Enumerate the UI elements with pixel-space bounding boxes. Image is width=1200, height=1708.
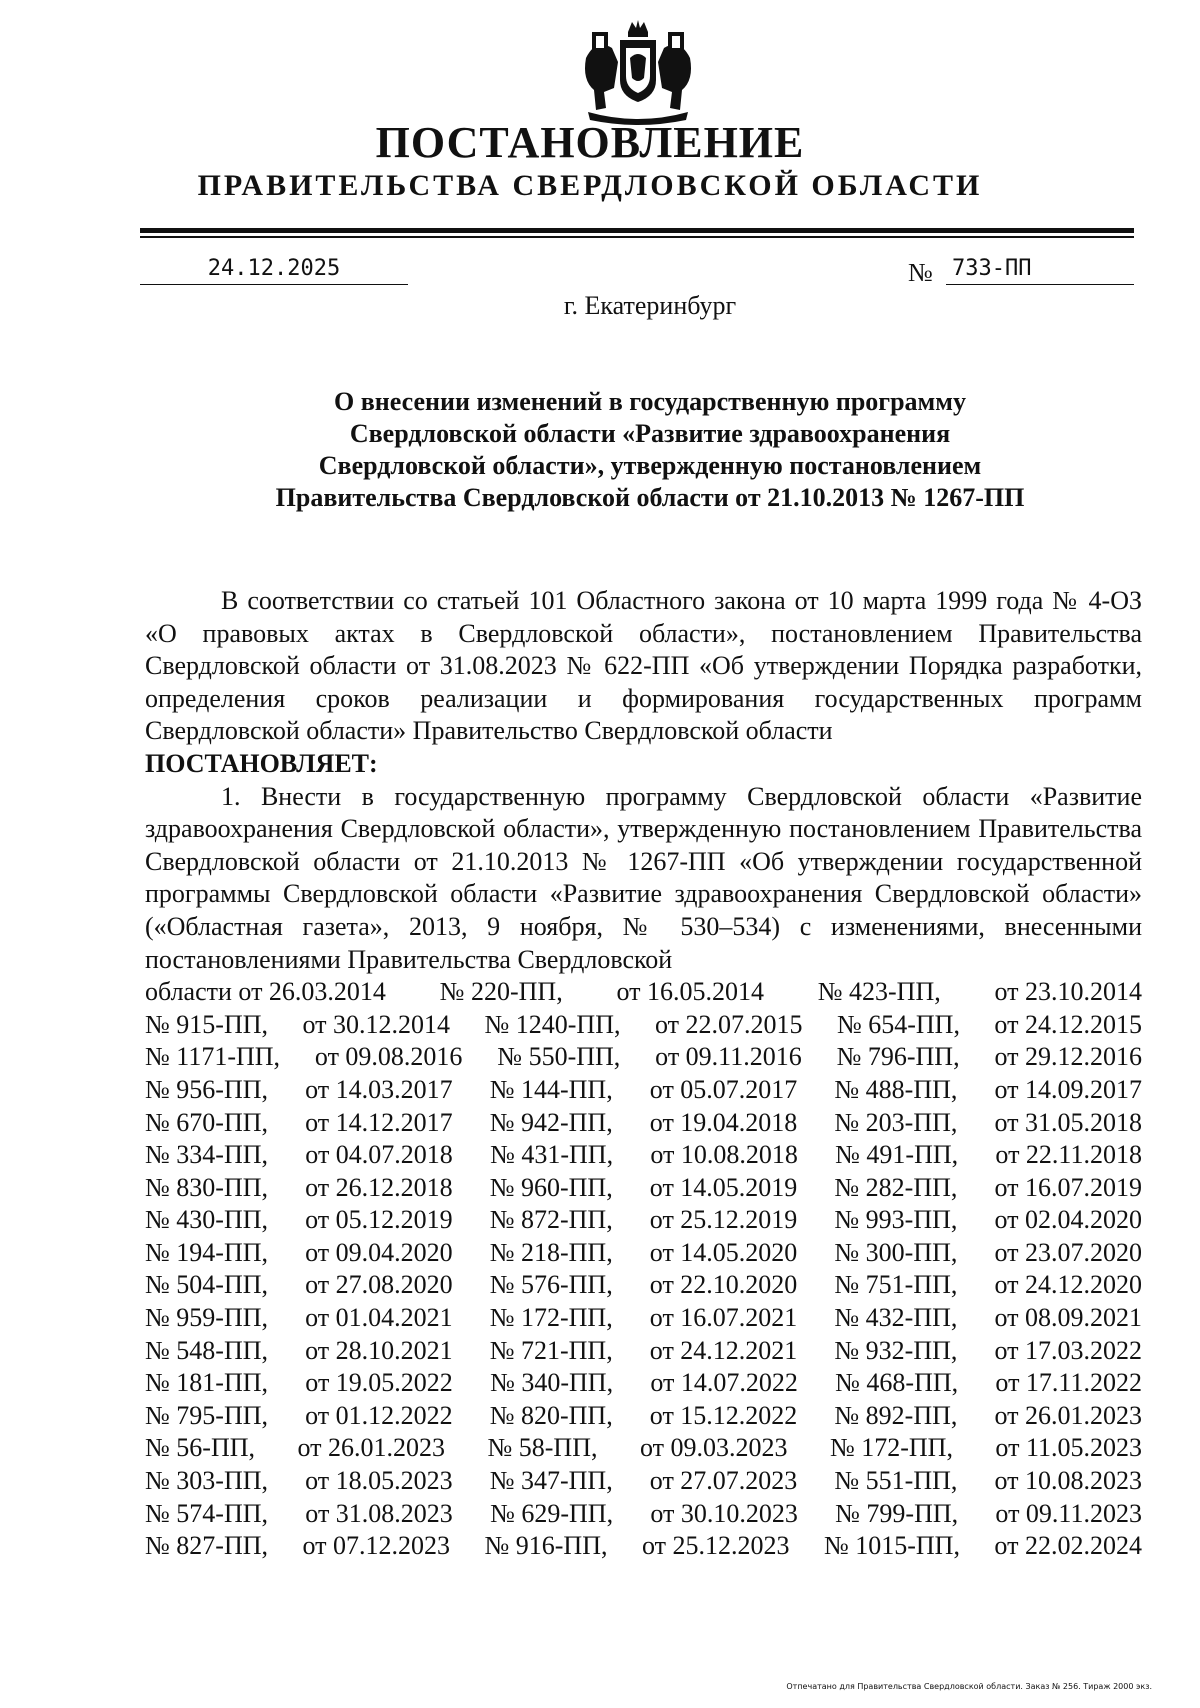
amendment-cell: от 26.01.2023 [297,1433,446,1463]
amendment-cell: от 14.03.2017 [305,1074,453,1104]
amendment-cell: № 956-ПП, [145,1074,269,1104]
amendment-cell: от 07.12.2023 [302,1531,451,1561]
amendment-cell: № 932-ПП, [834,1335,958,1365]
amendment-cell: от 26.12.2018 [305,1172,453,1202]
amendment-cell: от 16.07.2021 [649,1303,798,1333]
amendment-cell: от 30.10.2023 [650,1498,798,1528]
amendment-cell: № 282-ПП, [834,1172,958,1202]
amendment-row [145,1107,1142,1140]
amendment-cell: № 993-ПП, [834,1205,958,1235]
coat-of-arms-icon [568,18,708,126]
amendment-cell: № 220-ПП, [439,977,563,1007]
amendment-row [145,1237,1142,1270]
amendment-cell: № 1015-ПП, [823,1531,960,1561]
amendment-cell: от 09.11.2016 [655,1042,802,1072]
amendment-cell: от 22.10.2020 [649,1270,798,1300]
amendment-cell: № 347-ПП, [489,1466,613,1496]
amendment-cell: от 24.12.2020 [994,1270,1142,1300]
document-body [145,585,1142,1563]
city: г. Екатеринбург [563,291,737,320]
amendment-cell: № 892-ПП, [834,1400,958,1430]
amendment-cell: № 751-ПП, [834,1270,958,1300]
issuer-title: ПРАВИТЕЛЬСТВА СВЕРДЛОВСКОЙ ОБЛАСТИ [197,169,983,202]
amendment-row [145,1530,1142,1563]
header-divider-thick [140,228,1134,233]
amendment-cell: № 488-ПП, [834,1074,958,1104]
amendment-cell: от 28.10.2021 [305,1335,453,1365]
amendment-cell: № 504-ПП, [145,1270,269,1300]
amendment-cell: от 19.04.2018 [649,1107,798,1137]
amendment-cell: от 16.07.2019 [994,1172,1142,1202]
amendment-cell: № 303-ПП, [145,1466,269,1496]
amendment-cell: от 09.08.2016 [314,1042,463,1072]
amendment-row [145,1335,1142,1368]
amendment-cell: № 799-ПП, [835,1498,959,1528]
amendment-row [145,1302,1142,1335]
amendment-cell: от 04.07.2018 [305,1140,453,1170]
amendment-cell: № 340-ПП, [490,1368,614,1398]
amendment-cell: от 01.12.2022 [305,1400,453,1430]
amendment-cell: от 31.05.2018 [994,1107,1142,1137]
amendment-cell: от 10.08.2023 [994,1466,1142,1496]
amendment-cell: от 02.04.2020 [994,1205,1142,1235]
heading-line: Свердловской области «Развитие здравоохранения [349,419,951,448]
amendment-cell: № 827-ПП, [145,1531,269,1561]
print-footer-note: Отпечатано для Правительства Свердловской области. Заказ № 256. Тираж 2000 экз. [786,1682,1152,1691]
amendment-cell: № 830-ПП, [145,1172,269,1202]
amendment-cell: № 56-ПП, [145,1433,256,1463]
amendment-cell: № 548-ПП, [145,1335,269,1365]
amendment-cell: от 14.07.2022 [650,1368,798,1398]
document-date: 24.12.2025 [140,254,408,285]
amendment-cell: от 17.11.2022 [995,1368,1142,1398]
document-type-title: ПОСТАНОВЛЕНИЕ [375,118,805,167]
heading-line: О внесении изменений в государственную программу [334,387,966,416]
amendment-cell: № 820-ПП, [489,1400,613,1430]
amendment-cell: № 550-ПП, [497,1042,621,1072]
preamble-paragraph: В соответствии со статьей 101 Областного закона от 10 марта 1999 года № 4-ОЗ «О правовых актах в Свердловской области», постановлением Правительства Свердловской области от 31.08.2023 № 622-ПП «Об утверждении Порядка разработки, определения сроков реализации и формирования государственных программ Свердловской области» Правительство Свердловской области [145,586,1142,746]
amendment-row [145,1204,1142,1237]
amendment-cell: № 916-ПП, [484,1531,608,1561]
amendment-cell: № 431-ПП, [490,1140,614,1170]
amendment-cell: от 18.05.2023 [305,1466,453,1496]
amendment-cell: № 432-ПП, [834,1303,958,1333]
amendment-cell: от 27.07.2023 [649,1466,798,1496]
resolves-heading: ПОСТАНОВЛЯЕТ: [145,748,378,778]
amendment-cell: № 942-ПП, [489,1107,613,1137]
amendment-cell: от 22.11.2018 [995,1140,1142,1170]
amendment-cell: области от 26.03.2014 [145,977,386,1007]
amendment-cell: от 05.12.2019 [305,1205,453,1235]
amendment-cell: № 576-ПП, [489,1270,613,1300]
amendment-cell: от 29.12.2016 [994,1042,1142,1072]
amendment-cell: № 574-ПП, [145,1498,269,1528]
amendment-cell: № 796-ПП, [836,1042,960,1072]
amendment-cell: от 14.12.2017 [305,1107,453,1137]
amendment-row [145,1400,1142,1433]
amendment-cell: № 430-ПП, [145,1205,269,1235]
amendment-cell: от 15.12.2022 [649,1400,798,1430]
amendment-row [145,1139,1142,1172]
item-1-paragraph: 1. Внести в государственную программу Свердловской области «Развитие здравоохранения Свердловской области», утвержденную постановлением Правительства Свердловской области от 21.10.2013 № 1267-ПП «Об утверждении государственной программы Свердловской области «Развитие здравоохранения Свердловской области» («Областная газета», 2013, 9 ноября, № 530–534) с изменениями, внесенными постановлениями Правительства Свердловской [145,781,1142,974]
amendment-cell: от 23.10.2014 [994,977,1142,1007]
amendment-cell: от 24.12.2015 [994,1009,1142,1039]
amendment-cell: от 11.05.2023 [995,1433,1142,1463]
amendment-cell: № 203-ПП, [834,1107,958,1137]
amendment-cell: от 09.03.2023 [639,1433,788,1463]
amendment-row [145,1367,1142,1400]
amendment-row [145,1498,1142,1531]
amendment-cell: № 144-ПП, [489,1074,613,1104]
amendment-cell: от 14.05.2020 [649,1237,798,1267]
amendment-cell: от 09.04.2020 [305,1237,453,1267]
amendment-cell: № 218-ПП, [489,1237,613,1267]
amendment-cell: № 960-ПП, [489,1172,613,1202]
amendment-cell: № 172-ПП, [829,1433,953,1463]
amendment-cell: № 300-ПП, [834,1237,958,1267]
amendment-cell: от 27.08.2020 [305,1270,453,1300]
amendment-cell: № 58-ПП, [487,1433,598,1463]
amendment-cell: № 959-ПП, [145,1303,269,1333]
amendment-cell: № 872-ПП, [489,1205,613,1235]
amendment-cell: № 629-ПП, [490,1498,614,1528]
amendment-row [145,976,1142,1009]
amendment-cell: № 181-ПП, [145,1368,269,1398]
amendment-row [145,1041,1142,1074]
amendment-cell: № 1171-ПП, [145,1042,281,1072]
amendment-cell: от 01.04.2021 [305,1303,453,1333]
amendment-cell: № 551-ПП, [834,1466,958,1496]
amendment-cell: № 1240-ПП, [484,1009,621,1039]
document-number: 733-ПП [946,254,1134,285]
amendment-cell: от 05.07.2017 [649,1074,798,1104]
amendment-cell: от 19.05.2022 [305,1368,453,1398]
amendment-row [145,1465,1142,1498]
amendment-cell: от 08.09.2021 [994,1303,1142,1333]
amendment-cell: от 14.09.2017 [994,1074,1142,1104]
amendment-cell: от 09.11.2023 [995,1498,1142,1528]
amendment-row [145,1009,1142,1042]
amendment-cell: от 16.05.2014 [616,977,764,1007]
amendment-cell: от 24.12.2021 [649,1335,798,1365]
amendment-cell: от 14.05.2019 [649,1172,798,1202]
amendment-cell: от 25.12.2019 [649,1205,798,1235]
amendment-cell: № 468-ПП, [835,1368,959,1398]
amendment-row [145,1432,1142,1465]
heading-line: Правительства Свердловской области от 21.10.2013 № 1267-ПП [275,483,1025,512]
amendment-cell: от 26.01.2023 [994,1400,1142,1430]
amendment-cell: от 25.12.2023 [641,1531,790,1561]
amendment-cell: от 23.07.2020 [994,1237,1142,1267]
amendment-cell: от 22.02.2024 [994,1531,1142,1561]
amendment-cell: № 670-ПП, [145,1107,269,1137]
amendment-cell: № 194-ПП, [145,1237,269,1267]
amendment-cell: № 172-ПП, [489,1303,613,1333]
amendment-cell: № 915-ПП, [145,1009,269,1039]
amendment-cell: № 654-ПП, [836,1009,960,1039]
heading-line: Свердловской области», утвержденную постановлением [318,451,982,480]
amendment-cell: от 30.12.2014 [302,1009,451,1039]
amendment-cell: от 10.08.2018 [650,1140,798,1170]
number-sign: № [908,258,933,287]
amendment-cell: от 22.07.2015 [654,1009,803,1039]
amendment-row [145,1172,1142,1205]
amendments-list [145,976,1142,1563]
amendment-cell: от 17.03.2022 [994,1335,1142,1365]
amendment-cell: № 795-ПП, [145,1400,269,1430]
amendment-row [145,1074,1142,1107]
amendment-cell: № 721-ПП, [489,1335,613,1365]
amendment-cell: № 334-ПП, [145,1140,269,1170]
header-divider-thin [140,236,1134,238]
amendment-cell: от 31.08.2023 [305,1498,453,1528]
amendment-cell: № 491-ПП, [835,1140,959,1170]
document-heading [200,386,1100,514]
amendment-row [145,1269,1142,1302]
amendment-cell: № 423-ПП, [817,977,941,1007]
